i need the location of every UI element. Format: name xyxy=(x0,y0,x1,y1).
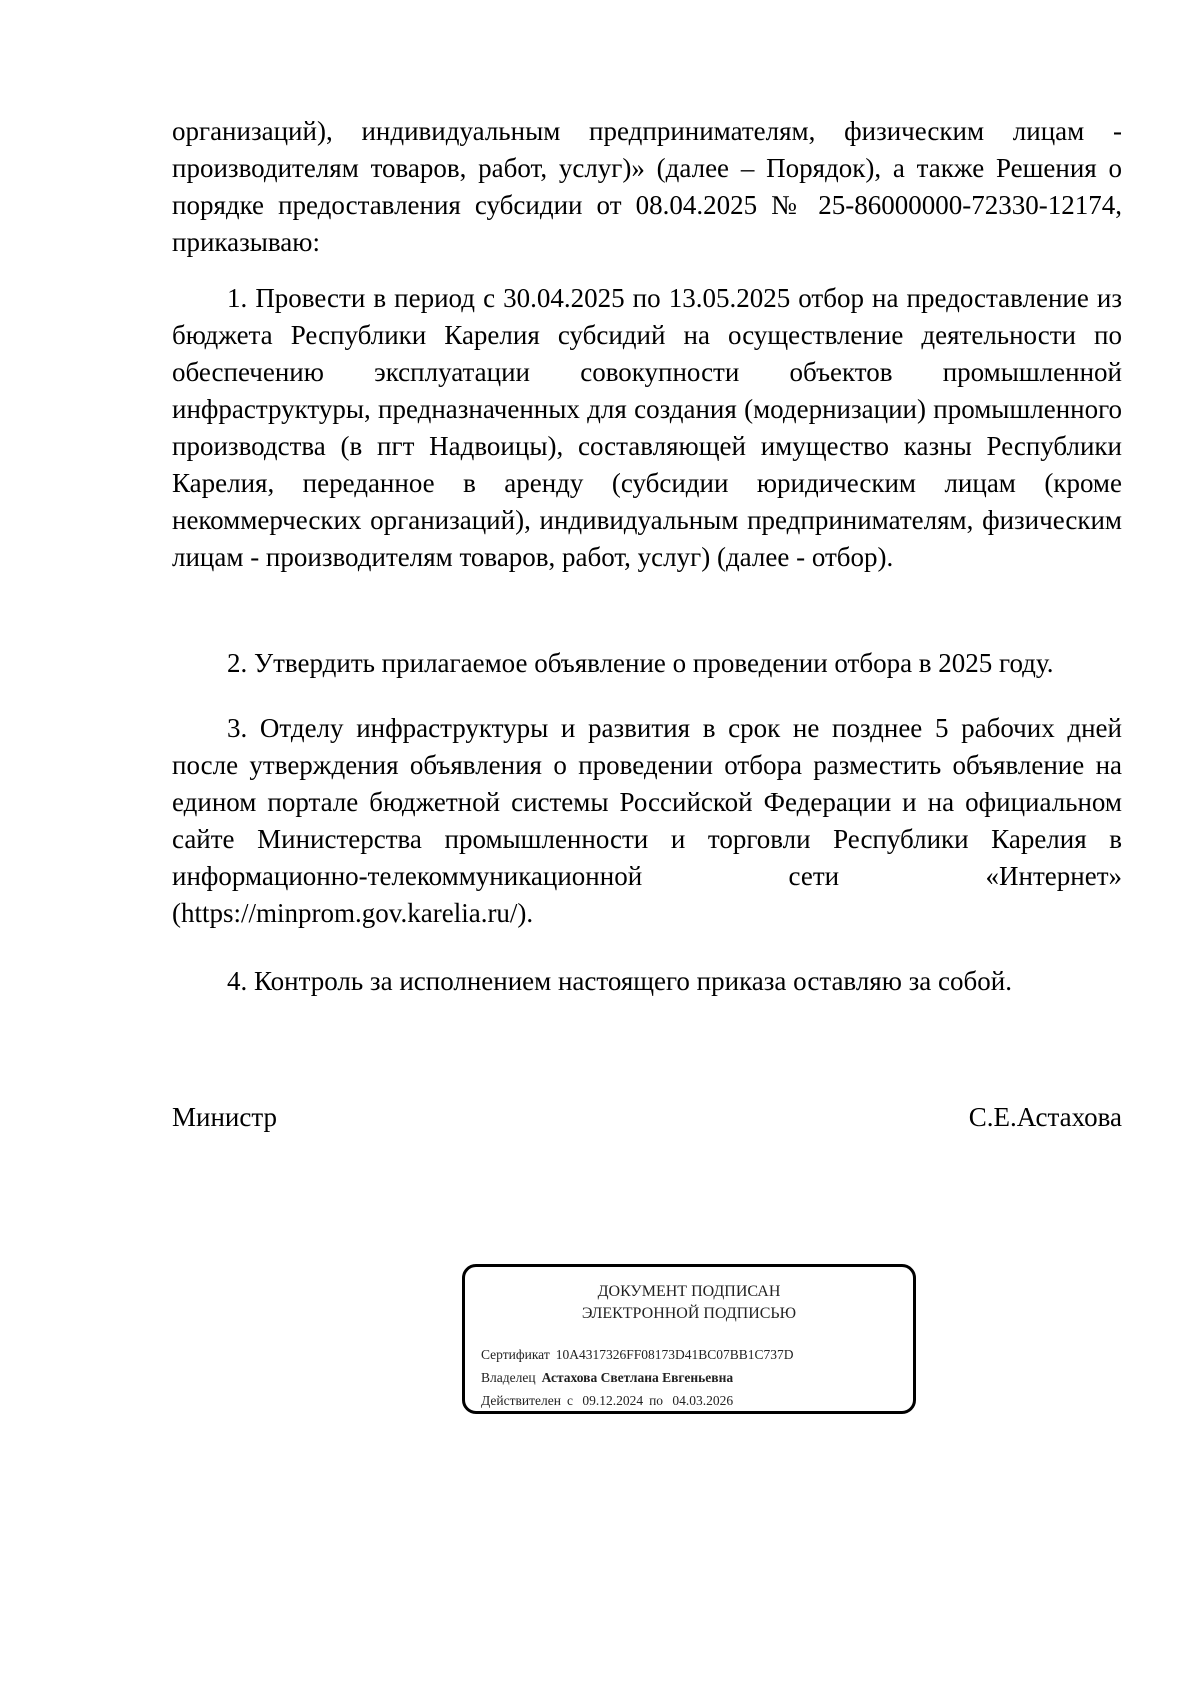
order-item-4-text: 4. Контроль за исполнением настоящего приказа оставляю за собой. xyxy=(227,966,1012,996)
stamp-certificate-label: Сертификат xyxy=(481,1347,550,1362)
stamp-details xyxy=(481,1343,794,1412)
signature-row xyxy=(172,1099,1122,1136)
stamp-validity-line xyxy=(481,1389,794,1412)
order-item-4 xyxy=(172,963,1122,1000)
intro-paragraph xyxy=(172,113,1122,261)
stamp-owner-value: Астахова Светлана Евгеньевна xyxy=(541,1370,734,1385)
stamp-certificate-value: 10A4317326FF08173D41BC07BB1C737D xyxy=(555,1347,794,1362)
stamp-owner-label: Владелец xyxy=(481,1370,536,1385)
intro-text: организаций), индивидуальным предпринимателям, физическим лицам - производителям товаров, работ, услуг)» (далее – Порядок), а также Решения о порядке предоставления субсидии от 08.04.2025 № 25-86000000-72330-12174, приказываю: xyxy=(172,116,1122,257)
order-item-3-text: 3. Отделу инфраструктуры и развития в срок не позднее 5 рабочих дней после утверждения объявления о проведении отбора разместить объявление на едином портале бюджетной системы Российской Федерации и на официальном сайте Министерства промышленности и торговли Республики Карелия в информационно-телекоммуникационной сети «Интернет» (https://minprom.gov.karelia.ru/). xyxy=(172,713,1122,928)
stamp-valid-to: 04.03.2026 xyxy=(672,1393,734,1408)
stamp-title-line-2: ЭЛЕКТРОННОЙ ПОДПИСЬЮ xyxy=(581,1305,797,1322)
order-item-1-text: 1. Провести в период с 30.04.2025 по 13.05.2025 отбор на предоставление из бюджета Республики Карелия субсидий на осуществление деятельности по обеспечению эксплуатации совокупности объектов промышленной инфраструктуры, предназначенных для создания (модернизации) промышленного производства (в пгт Надвоицы), составляющей имущество казны Республики Карелия, переданное в аренду (субсидии юридическим лицам (кроме некоммерческих организаций), индивидуальным предпринимателям, физическим лицам - производителям товаров, работ, услуг) (далее - отбор). xyxy=(172,283,1122,572)
electronic-signature-stamp xyxy=(462,1264,916,1414)
stamp-valid-to-prefix: по xyxy=(649,1393,664,1408)
order-item-1 xyxy=(172,280,1122,576)
stamp-owner-line xyxy=(481,1366,794,1389)
signatory-position: Министр xyxy=(172,1102,277,1132)
stamp-title xyxy=(465,1281,913,1325)
stamp-certificate-line xyxy=(481,1343,794,1366)
order-item-2-text: 2. Утвердить прилагаемое объявление о проведении отбора в 2025 году. xyxy=(227,648,1054,678)
order-item-2 xyxy=(172,645,1122,682)
stamp-valid-from-prefix: с xyxy=(566,1393,573,1408)
stamp-title-line-1: ДОКУМЕНТ ПОДПИСАН xyxy=(597,1283,781,1300)
signatory-name: С.Е.Астахова xyxy=(968,1102,1122,1132)
stamp-valid-label: Действителен xyxy=(481,1393,561,1408)
stamp-valid-from: 09.12.2024 xyxy=(582,1393,644,1408)
order-item-3 xyxy=(172,710,1122,932)
